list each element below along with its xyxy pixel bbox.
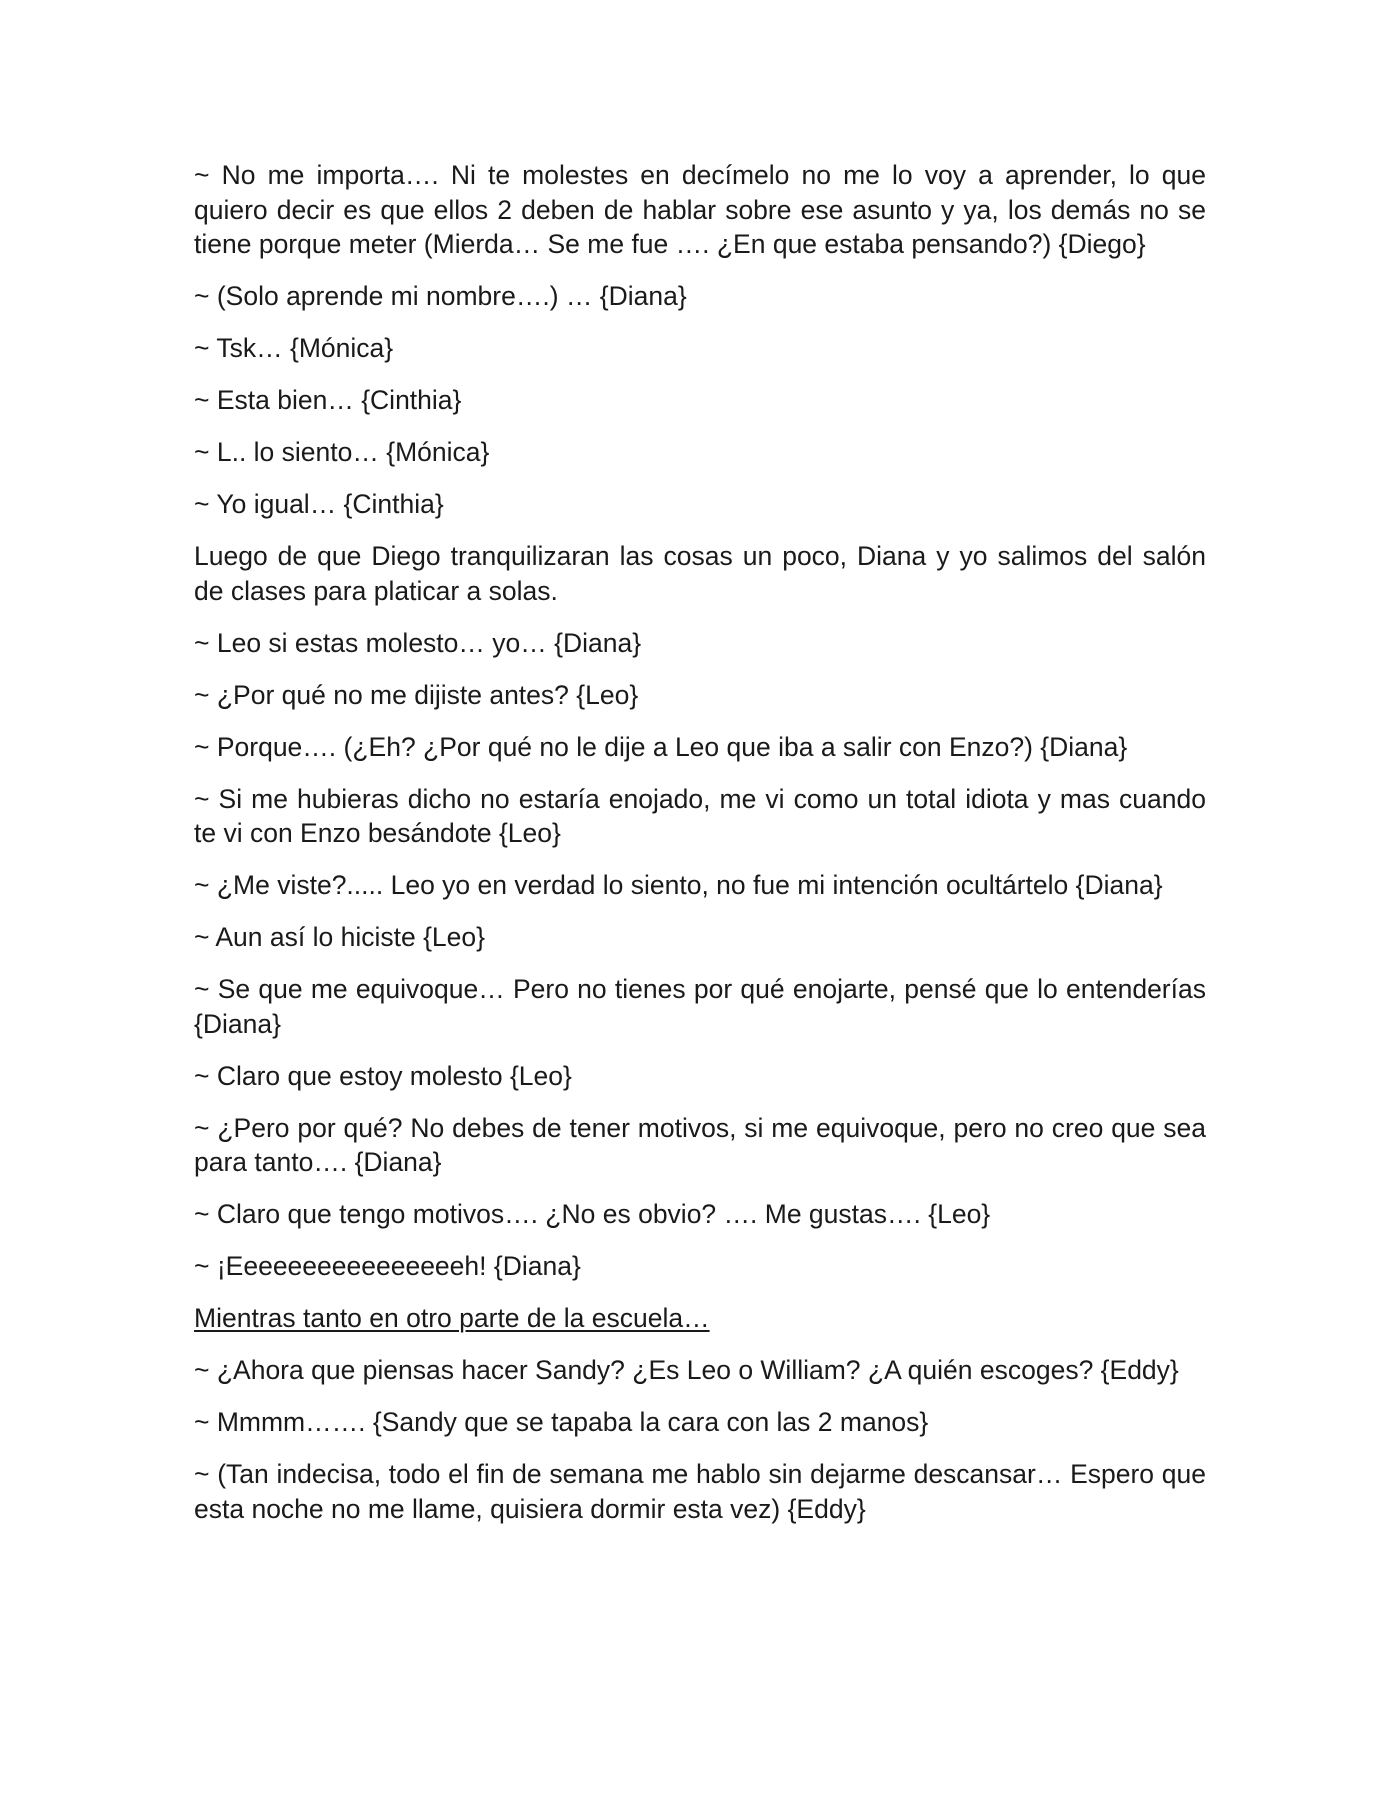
paragraph: ~ ¡Eeeeeeeeeeeeeeeeh! {Diana} xyxy=(194,1251,581,1281)
paragraph: ~ ¿Me viste?..... Leo yo en verdad lo siento, no fue mi intención ocultártelo {Diana} xyxy=(194,870,1163,900)
paragraph: ~ Yo igual… {Cinthia} xyxy=(194,489,444,519)
paragraph: ~ L.. lo siento… {Mónica} xyxy=(194,437,490,467)
paragraph: ~ Se que me equivoque… Pero no tienes por qué enojarte, pensé que lo entenderías {Diana} xyxy=(194,974,1206,1039)
paragraph: ~ Tsk… {Mónica} xyxy=(194,333,394,363)
paragraph: Luego de que Diego tranquilizaran las cosas un poco, Diana y yo salimos del salón de clases para platicar a solas. xyxy=(194,541,1206,606)
paragraph: ~ No me importa…. Ni te molestes en decímelo no me lo voy a aprender, lo que quiero decir es que ellos 2 deben de hablar sobre ese asunto y ya, los demás no se tiene porque meter (Mierda… Se me fue …. ¿En que estaba pensando?) {Diego} xyxy=(194,160,1206,259)
paragraph: ~ Mmmm……. {Sandy que se tapaba la cara con las 2 manos} xyxy=(194,1407,929,1437)
paragraph: ~ Aun así lo hiciste {Leo} xyxy=(194,922,485,952)
paragraph: ~ (Tan indecisa, todo el fin de semana me hablo sin dejarme descansar… Espero que esta noche no me llame, quisiera dormir esta vez) {Eddy} xyxy=(194,1459,1206,1524)
paragraph: ~ Claro que tengo motivos…. ¿No es obvio? …. Me gustas…. {Leo} xyxy=(194,1199,991,1229)
paragraph: ~ (Solo aprende mi nombre….) … {Diana} xyxy=(194,281,687,311)
paragraph: ~ Esta bien… {Cinthia} xyxy=(194,385,462,415)
paragraph: ~ ¿Por qué no me dijiste antes? {Leo} xyxy=(194,679,639,710)
paragraph: ~ Si me hubieras dicho no estaría enojado, me vi como un total idiota y mas cuando te vi con Enzo besándote {Leo} xyxy=(194,783,1206,848)
paragraph: ~ Claro que estoy molesto {Leo} xyxy=(194,1060,572,1091)
paragraph: ~ ¿Pero por qué? No debes de tener motivos, si me equivoque, pero no creo que sea para tanto…. {Diana} xyxy=(194,1112,1206,1177)
paragraph: ~ Leo si estas molesto… yo… {Diana} xyxy=(194,627,642,658)
paragraph: ~ ¿Ahora que piensas hacer Sandy? ¿Es Leo o William? ¿A quién escoges? {Eddy} xyxy=(194,1355,1179,1385)
scene-heading: Mientras tanto en otro parte de la escuela… xyxy=(194,1303,710,1333)
document-page xyxy=(194,158,1206,1544)
paragraph: ~ Porque…. (¿Eh? ¿Por qué no le dije a Leo que iba a salir con Enzo?) {Diana} xyxy=(194,731,1128,762)
